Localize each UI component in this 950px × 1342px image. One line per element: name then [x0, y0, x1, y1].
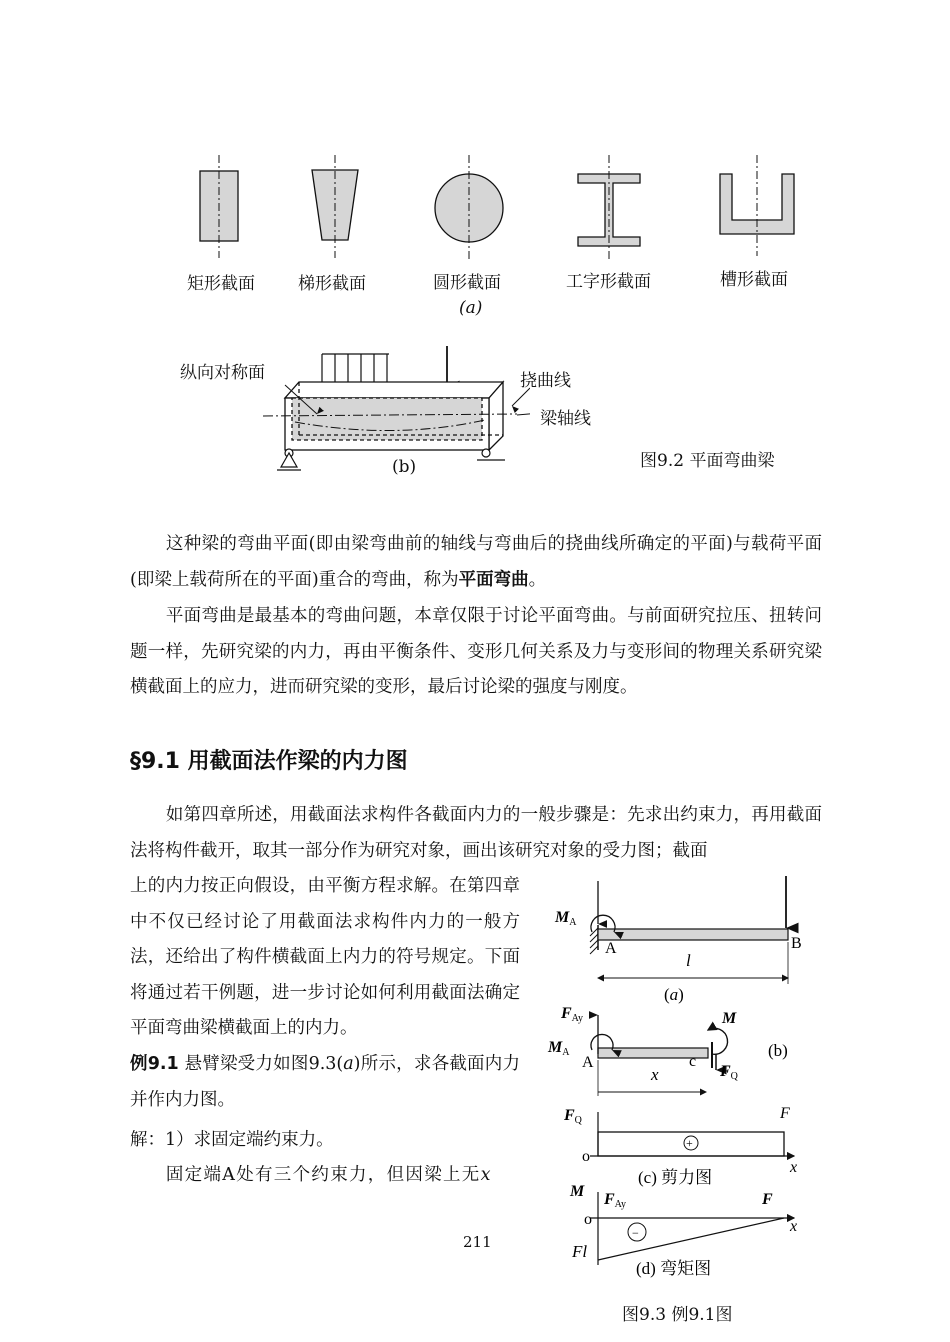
figure-9-3c-label: (c) 剪力图: [638, 1168, 713, 1187]
label-c: c: [689, 1053, 697, 1070]
label-M-d: M: [570, 1183, 585, 1200]
label-x-c: x: [790, 1159, 798, 1176]
label-FQ-b: FQ: [720, 1063, 738, 1082]
term-plane-bending: 平面弯曲: [458, 569, 529, 590]
paragraph-fixed-end: 固定端A处有三个约束力，但因梁上无x: [165, 1165, 492, 1185]
label-A: A: [605, 940, 617, 957]
channel-section: [720, 155, 794, 256]
label-MA-b: MA: [548, 1039, 570, 1058]
paragraph-method: 如第四章所述，用截面法求构件各截面内力的一般步骤是：先求出约束力，再用截面法将构件截开，取其一部分作为研究对象，画出该研究对象的受力图；截面: [130, 805, 822, 861]
label-F-c: F: [780, 1105, 790, 1122]
label-FAy: FAy: [561, 1005, 583, 1024]
section-heading: §9.1 用截面法作梁的内力图: [130, 749, 408, 774]
solution-step-1: 解：1）求固定端约束力。: [130, 1130, 334, 1150]
label-A-b: A: [582, 1054, 594, 1071]
label-MA: MA: [555, 909, 577, 928]
i-beam-section-label: 工字形截面: [566, 272, 651, 292]
distributed-load: [322, 354, 389, 386]
page-number: 211: [463, 1233, 492, 1251]
figure-9-3d-label: (d) 弯矩图: [636, 1259, 712, 1278]
label-F-d: F: [762, 1191, 773, 1208]
i-beam-section: [578, 155, 640, 262]
label-o-c: o: [582, 1148, 590, 1165]
figure-9-3b-label: (b): [768, 1041, 788, 1060]
label-M: M: [722, 1010, 737, 1027]
circular-section: [435, 155, 503, 262]
trapezoid-section-label: 梯形截面: [298, 274, 366, 294]
label-FQ-c: FQ: [564, 1107, 582, 1126]
channel-section-label: 槽形截面: [720, 270, 788, 290]
figure-9-2a-label: (a): [459, 298, 483, 318]
label-Fl: Fl: [572, 1242, 588, 1261]
rectangular-section-label: 矩形截面: [187, 274, 255, 294]
figure-9-2b-label: (b): [392, 457, 417, 477]
label-B: B: [791, 935, 802, 952]
circular-section-label: 圆形截面: [433, 273, 501, 293]
figure-9-3a-label: (a): [664, 985, 684, 1004]
paragraph-intro: 平面弯曲是最基本的弯曲问题，本章仅限于讨论平面弯曲。与前面研究拉压、扭转问题一样，先研究梁的内力，再由平衡条件、变形几何关系及力与变形间的物理关系研究梁横截面上的应力，进而研究梁的变形，最后讨论梁的强度与刚度。: [130, 606, 822, 697]
figure-9-2-caption: 图9.2 平面弯曲梁: [640, 451, 775, 471]
moment-minus-sign: −: [632, 1226, 639, 1240]
longitudinal-plane-label: 纵向对称面: [180, 363, 265, 383]
label-o-d: o: [584, 1211, 592, 1228]
figure-9-3: [540, 870, 820, 1280]
pin-support: [277, 449, 301, 470]
trapezoid-section: [312, 155, 358, 258]
paragraph-plane-bending: 这种梁的弯曲平面(即由梁弯曲前的轴线与弯曲后的挠曲线所确定的平面)与载荷平面(即梁上载荷所在的平面)重合的弯曲，称为平面弯曲。: [130, 534, 822, 590]
free-body-diagram-b: [591, 1015, 728, 1096]
example-9-1: 例9.1 悬臂梁受力如图9.3(a)所示，求各截面内力并作内力图。: [130, 1054, 520, 1110]
label-l: l: [686, 951, 691, 970]
example-label: 例9.1: [130, 1054, 179, 1074]
figure-9-3-caption: 图9.3 例9.1图: [622, 1305, 733, 1325]
rectangular-section: [200, 155, 238, 258]
shear-plus-sign: +: [686, 1136, 693, 1150]
beam-axis-label: 梁轴线: [540, 409, 591, 429]
label-FAy-d: FAy: [604, 1191, 626, 1210]
label-x-d: x: [790, 1218, 798, 1235]
deflection-curve-label: 挠曲线: [520, 371, 571, 391]
paragraph-method-continued: 上的内力按正向假设，由平衡方程求解。在第四章中不仅已经讨论了用截面法求构件内力的一般方法，还给出了构件横截面上内力的符号规定。下面将通过若干例题，进一步讨论如何利用截面法确定平面弯曲梁横截面上的内力。: [130, 876, 520, 1038]
figure-9-2a-sections: [170, 150, 810, 275]
figure-9-2b-beam: [255, 340, 530, 475]
label-x-b: x: [651, 1065, 659, 1084]
